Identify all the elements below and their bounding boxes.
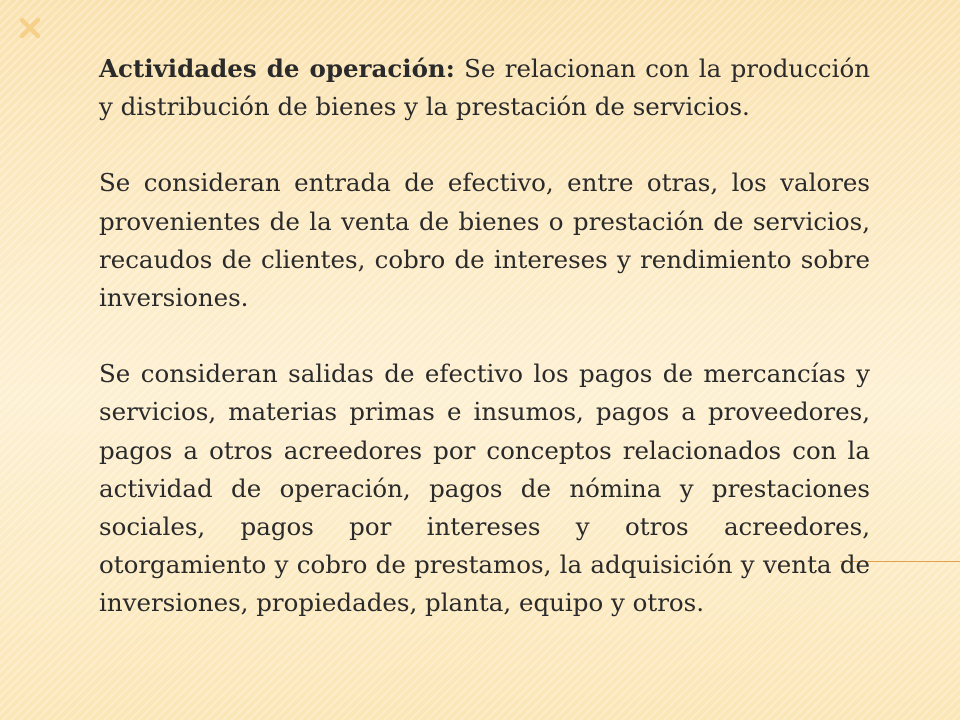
paragraph-heading: Actividades de operación: [99, 54, 455, 83]
paragraph-cash-outflows: Se consideran salidas de efectivo los pagos de mercancías y servicios, materias primas e insumos, pagos a proveedores, pagos a otros acreedores por conceptos relacionados con la actividad de operación, pagos de nómina y prestaciones sociales, pagos por intereses y otros acreedores, otorgamiento y cobro de prestamos, la adquisición y venta de inversiones, propiedades, planta, equipo y otros. [99, 359, 870, 618]
x-mark-icon [18, 16, 42, 40]
paragraph-operating-activities [99, 50, 870, 126]
paragraph-cash-inflows: Se consideran entrada de efectivo, entre otras, los valores provenientes de la venta de bienes o prestación de servicios, recaudos de clientes, cobro de intereses y rendimiento sobre inversiones. [99, 168, 870, 313]
paragraph-text: Se relacionan con la producción y distribución de bienes y la prestación de servicios. [99, 54, 870, 122]
slide-body [99, 50, 870, 623]
